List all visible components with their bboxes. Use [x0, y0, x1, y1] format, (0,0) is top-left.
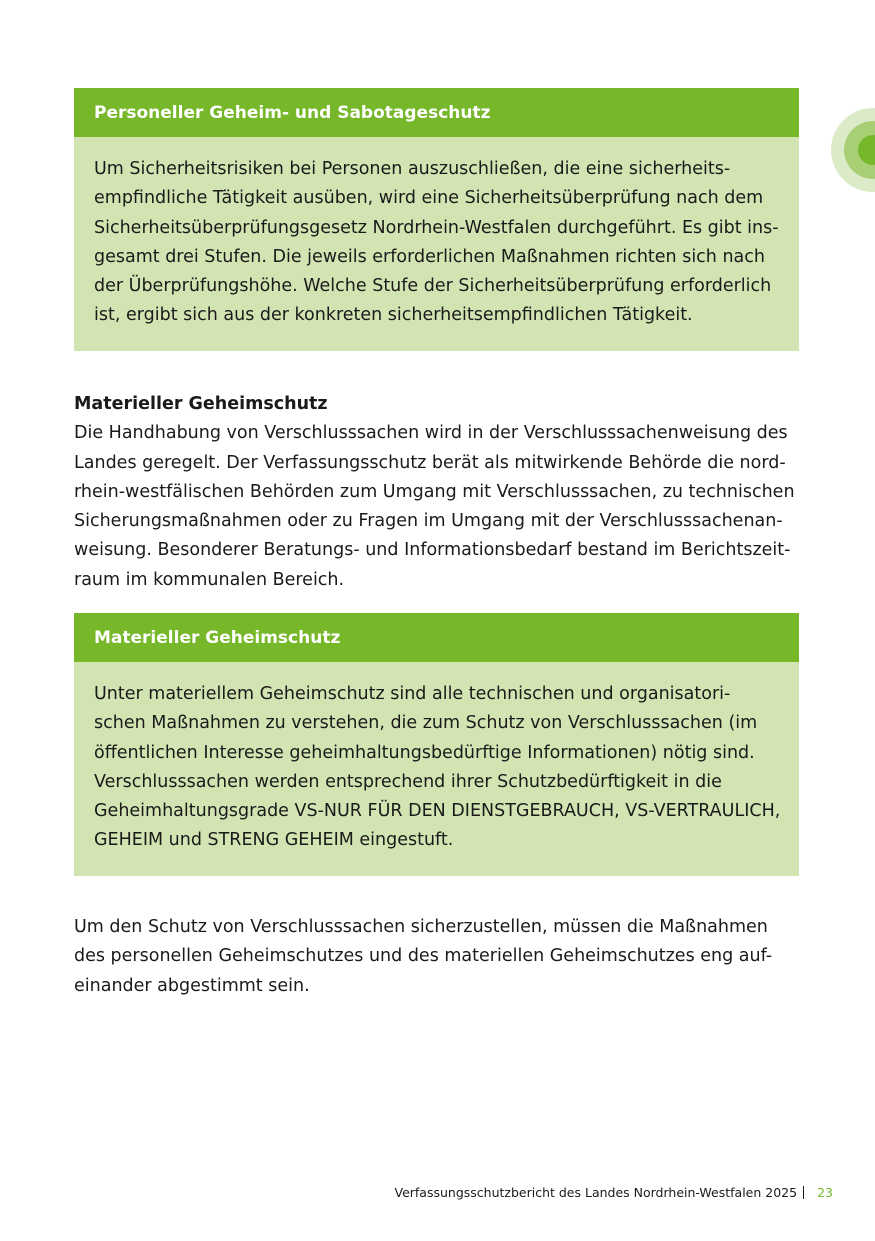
text-line: Geheimhaltungsgrade VS-NUR FÜR DEN DIENSTGEBRAUCH, VS-VERTRAULICH, [94, 801, 781, 822]
page-number: 23 [817, 1185, 833, 1200]
footer-publication-title: Verfassungsschutzbericht des Landes Nordrhein-Westfalen 2025 [394, 1185, 798, 1200]
section-marker-dot [858, 135, 875, 165]
text-line: raum im kommunalen Bereich. [74, 569, 345, 590]
text-line: weisung. Besonderer Beratungs- und Informationsbedarf bestand im Berichtszeit- [74, 540, 791, 561]
section-marker-ring [844, 121, 875, 179]
text-line: öffentlichen Interesse geheimhaltungsbedürftige Informationen) nötig sind. [94, 742, 755, 763]
info-box-title: Materieller Geheimschutz [74, 613, 799, 662]
footer-separator [803, 1186, 804, 1199]
text-line: Unter materiellem Geheimschutz sind alle technischen und organisatori- [94, 684, 731, 704]
text-line: rhein-westfälischen Behörden zum Umgang mit Verschlusssachen, zu technischen [74, 481, 795, 502]
text-line: Um den Schutz von Verschlusssachen sicherzustellen, müssen die Maßnahmen [74, 917, 768, 937]
section-material-protection [74, 390, 804, 595]
text-line: Die Handhabung von Verschlusssachen wird in der Verschlusssachenweisung des [74, 423, 788, 444]
text-line: empfindliche Tätigkeit ausüben, wird eine Sicherheitsüberprüfung nach dem [94, 188, 764, 209]
text-line: Landes geregelt. Der Verfassungsschutz berät als mitwirkende Behörde die nord- [74, 452, 786, 473]
text-line: ist, ergibt sich aus der konkreten sicherheitsempfindlichen Tätigkeit. [94, 305, 693, 326]
text-line: einander abgestimmt sein. [74, 975, 310, 996]
text-line: Sicherheitsüberprüfungsgesetz Nordrhein-Westfalen durchgeführt. Es gibt ins- [94, 217, 779, 238]
text-line: des personellen Geheimschutzes und des materiellen Geheimschutzes eng auf- [74, 946, 773, 967]
section-heading: Materieller Geheimschutz [74, 394, 328, 414]
text-line: schen Maßnahmen zu verstehen, die zum Schutz von Verschlusssachen (im [94, 713, 758, 734]
text-line: der Überprüfungshöhe. Welche Stufe der Sicherheitsüberprüfung erforderlich [94, 276, 772, 297]
text-line: Verschlusssachen werden entsprechend ihrer Schutzbedürftigkeit in die [94, 771, 722, 792]
text-line: gesamt drei Stufen. Die jeweils erforderlichen Maßnahmen richten sich nach [94, 246, 765, 267]
info-box-title: Personeller Geheim- und Sabotageschutz [74, 88, 799, 137]
text-line: Um Sicherheitsrisiken bei Personen auszuschließen, die eine sicherheits- [94, 159, 731, 179]
section-marker-circle [831, 108, 875, 192]
info-box-material-protection [74, 613, 799, 876]
info-box-body [74, 662, 799, 856]
text-line: Sicherungsmaßnahmen oder zu Fragen im Umgang mit der Verschlusssachenan- [74, 511, 783, 532]
closing-paragraph [74, 913, 804, 1001]
page-footer [394, 1184, 833, 1202]
info-box-body [74, 137, 799, 331]
info-box-personnel-protection [74, 88, 799, 351]
text-line: GEHEIM und STRENG GEHEIM eingestuft. [94, 830, 454, 851]
